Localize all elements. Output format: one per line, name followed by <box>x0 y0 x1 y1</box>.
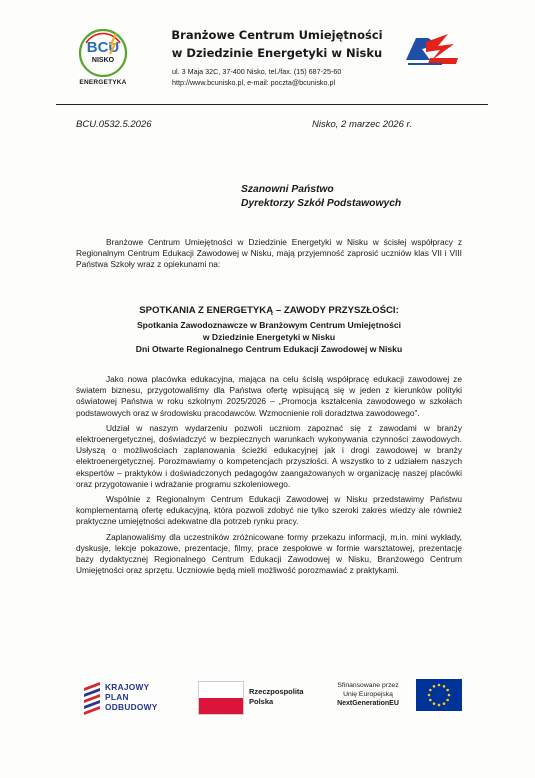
svg-text:BCU: BCU <box>86 39 120 56</box>
bcu-logo-caption: ENERGETYKA <box>79 79 127 86</box>
event-subtitle-2: w Dziedzinie Energetyki w Nisku <box>202 331 336 342</box>
rp-logo-text <box>249 687 304 706</box>
kpo-logo-text <box>105 682 158 712</box>
rp-line2: Polska <box>249 696 274 706</box>
eu-star <box>429 689 432 692</box>
poland-flag-icon <box>198 681 244 715</box>
eu-line2: Unię Europejską <box>343 691 393 698</box>
institution-address <box>172 66 341 88</box>
kpo-line1: KRAJOWY <box>105 682 150 692</box>
kpo-line2: PLAN <box>105 692 129 702</box>
eu-line3: NextGenerationEU <box>337 700 399 707</box>
eu-star <box>438 704 441 707</box>
svg-text:NISKO: NISKO <box>91 57 115 64</box>
header-divider <box>56 104 488 105</box>
institution-name <box>162 26 392 62</box>
letter-date: Nisko, 2 marzec 2026 r. <box>312 119 412 130</box>
body-paragraph-1: Jako nowa placówka edukacyjna, mająca na celu ścisłą współpracę edukacji zawodowej ze światem biznesu, przygotowaliśmy dla Państwa ofertę wpisującą się w jeden z kierunków polityki oświatowej Państwa w roku szkolnym 2025/2026 – „Promocja kształcenia zawodowego w szkołach podstawowych oraz w środowisku pracodawców. Wzmocnienie roli doradztwa zawodowego”. <box>76 374 462 418</box>
eu-star <box>438 684 441 687</box>
eu-star <box>448 694 451 697</box>
bcu-logo <box>78 28 128 78</box>
institution-name-line2: w Dziedzinie Energetyki w Nisku <box>171 46 383 60</box>
event-subtitle-3: Dni Otwarte Regionalnego Centrum Edukacji Zawodowej w Nisku <box>135 343 403 354</box>
event-subtitle-1: Spotkania Zawodoznawcze w Branżowym Centrum Umiejętności <box>136 320 402 330</box>
rp-line1: Rzeczpospolita <box>249 687 304 696</box>
intro-paragraph: Branżowe Centrum Umiejętności w Dziedzinie Energetyki w Nisku w ścisłej współpracy z Regionalnym Centrum Edukacji Zawodowej w Nisku, mają przyjemność zaprosić uczniów klas VII i VIII Państwa Szkoły wraz z opiekunami na: <box>76 237 462 270</box>
addressee-recipients: Dyrektorzy Szkół Podstawowych <box>241 197 402 209</box>
eu-star <box>446 699 449 702</box>
address-line: ul. 3 Maja 32C, 37-400 Nisko, tel./fax. (15) 687-25-60 <box>172 67 342 76</box>
addressee-salutation: Szanowni Państwo <box>241 184 334 195</box>
eu-star <box>433 685 436 688</box>
eu-star <box>429 699 432 702</box>
event-title: SPOTKANIA Z ENERGETYKĄ – ZAWODY PRZYSZŁOŚCI: <box>139 305 399 316</box>
rcez-logo <box>402 30 462 72</box>
reference-number: BCU.0532.5.2026 <box>76 119 152 130</box>
eu-star <box>428 694 431 697</box>
eu-star <box>433 702 436 705</box>
kpo-line3: ODBUDOWY <box>105 702 158 712</box>
body-paragraph-4: Zaplanowaliśmy dla uczestników zróżnicowane formy przekazu informacji, m.in. mini wykłady, dyskusje, lekcje pokazowe, prezentacje, filmy, prace zespołowe w formie warsztatowej, prezentację bazy dydaktycznej Regionalnego Centrum Edukacji Zawodowej w Nisku, Branżowego Centrum Umiejętności oraz sprzętu. Uczniowie będą mieli możliwość porozmawiać z praktykami. <box>76 531 462 576</box>
institution-name-line1: Branżowe Centrum Umiejętności <box>171 28 383 42</box>
body-paragraph-3: Wspólnie z Regionalnym Centrum Edukacji Zawodowej w Nisku przedstawimy Państwu komplementarną ofertę edukacyjną, która pozwoli zdobyć nie tylko szeroki zakres wiedzy ale również praktyczne umiejętności adekwatne dla potrzeb rynku pracy. <box>76 494 462 527</box>
contact-line: http://www.bcunisko.pl, e-mail: poczta@bcunisko.pl <box>172 78 336 87</box>
letter-body <box>76 374 462 580</box>
eu-star <box>443 702 446 705</box>
addressee <box>241 183 401 210</box>
eu-star <box>446 689 449 692</box>
eu-funding-text <box>323 681 413 708</box>
eu-flag-icon <box>416 679 462 711</box>
eu-line1: Sfinansowane przez <box>337 682 399 689</box>
eu-star <box>443 685 446 688</box>
event-headings <box>76 304 462 355</box>
body-paragraph-2: Udział w naszym wydarzeniu pozwoli uczniom zapoznać się z zawodami w branży elektroenergetycznej, doświadczyć w bezpiecznych warunkach wykonywania czynności zawodowych. Usłyszą o możliwościach zaplanowania ścieżki edukacyjnej jak i drogi zawodowej w branży elektroenergetycznej. Porozmawiamy o kompetencjach przyszłości. A wszystko to z udziałem naszych ekspertów – praktyków i doświadczonych pedagogów zaangażowanych w organizację naszej placówki oraz przygotowanie i wdrażanie programu szkoleniowego. <box>76 422 462 489</box>
